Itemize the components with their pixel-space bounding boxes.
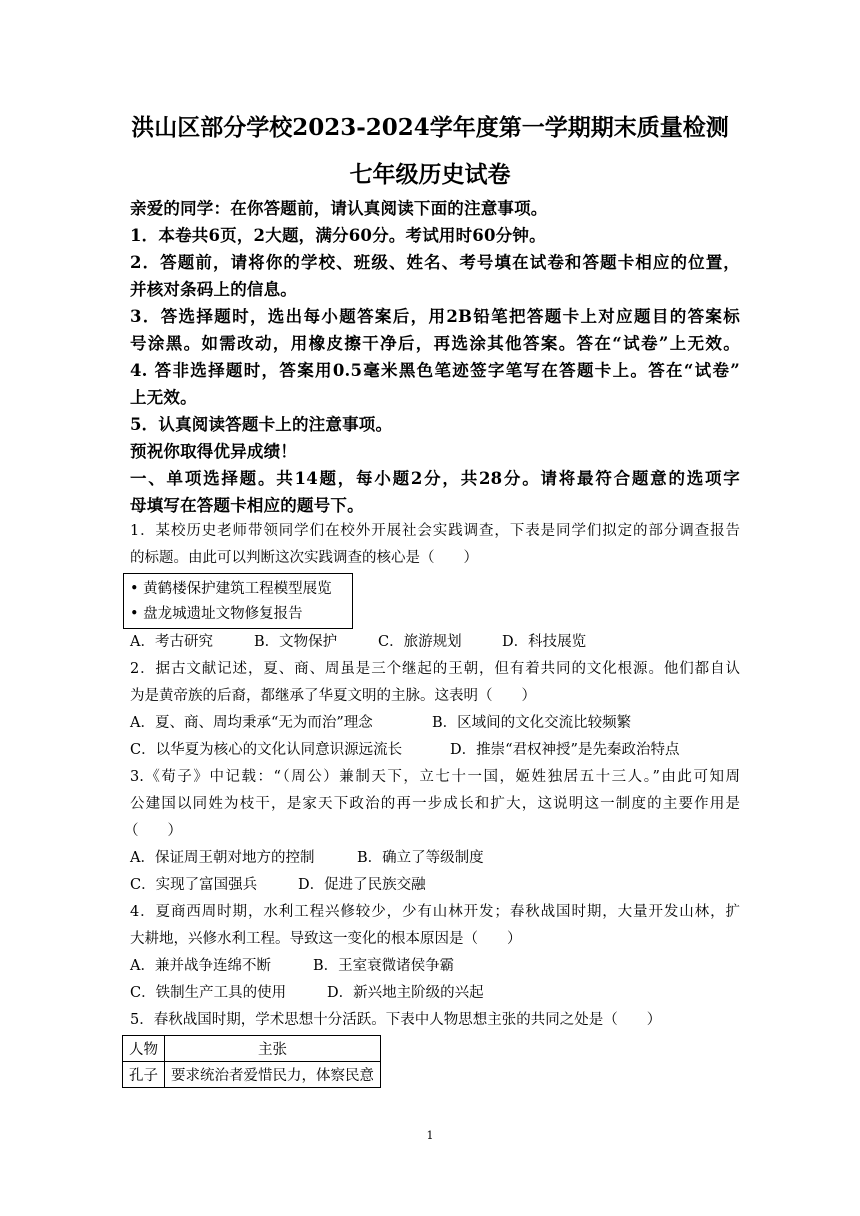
notice-item-4-line-1: 4. 答非选择题时，答案用0.5毫米黑色笔迹签字笔写在答题卡上。答在“试卷” — [130, 361, 740, 380]
q1-options — [130, 631, 586, 653]
page-number: 1 — [426, 1129, 434, 1142]
notice-item-2-line-1: 2．答题前，请将你的学校、班级、姓名、考号填在试卷和答题卡相应的位置， — [130, 253, 740, 272]
table-cell: 要求统治者爱惜民力，体察民意 — [165, 1062, 381, 1088]
q4-stem-line-1: 4．夏商西周时期，水利工程兴修较少，少有山林开发；春秋战国时期，大量开发山林，扩 — [130, 904, 740, 920]
q3-option-d: D．促进了民族交融 — [298, 877, 426, 893]
q5-stem-line-1: 5．春秋战国时期，学术思想十分活跃。下表中人物思想主张的共同之处是（ ） — [130, 1012, 662, 1028]
section-1-heading-line-1: 一、单项选择题。共14题，每小题2分，共28分。请将最符合题意的选项字 — [130, 469, 740, 488]
q1-box-item: • 黄鹤楼保护建筑工程模型展览 — [130, 581, 332, 597]
q2-option-c: C．以华夏为核心的文化认同意识源远流长 — [130, 742, 403, 758]
notice-item-4-line-2: 上无效。 — [130, 388, 197, 407]
notice-wish: 预祝你取得优异成绩！ — [130, 442, 297, 461]
q3-option-b: B．确立了等级制度 — [357, 850, 484, 866]
q1-option-b: B．文物保护 — [254, 634, 338, 650]
q2-option-b: B．区域间的文化交流比较频繁 — [432, 715, 632, 731]
q4-options-row-2 — [130, 982, 484, 1004]
notice-item-2-line-2: 并核对条码上的信息。 — [130, 280, 297, 299]
q2-options-row-2 — [130, 739, 679, 761]
q1-option-a: A．考古研究 — [130, 634, 213, 650]
exam-title: 洪山区部分学校2023-2024学年度第一学期期末质量检测 — [131, 114, 729, 141]
q3-option-a: A．保证周王朝对地方的控制 — [130, 850, 315, 866]
q2-stem-line-2: 为是黄帝族的后裔，都继承了华夏文明的主脉。这表明（ ） — [130, 688, 536, 704]
q1-option-c: C．旅游规划 — [378, 634, 462, 650]
table-row — [123, 1062, 381, 1088]
q2-stem-line-1: 2．据古文献记述，夏、商、周虽是三个继起的王朝，但有着共同的文化根源。他们都自认 — [130, 661, 740, 677]
q1-box-item: • 盘龙城遗址文物修复报告 — [130, 606, 303, 622]
notice-greeting: 亲爱的同学：在你答题前，请认真阅读下面的注意事项。 — [130, 199, 548, 218]
q4-option-c: C．铁制生产工具的使用 — [130, 985, 287, 1001]
table-header-cell: 主张 — [165, 1036, 381, 1062]
q2-option-d: D．推崇“君权神授”是先秦政治特点 — [450, 742, 680, 758]
q2-option-a: A．夏、商、周均秉承“无为而治”理念 — [130, 715, 373, 731]
notice-item-5: 5．认真阅读答题卡上的注意事项。 — [130, 415, 393, 434]
q1-stem-line-2: 的标题。由此可以判断这次实践调查的核心是（ ） — [130, 550, 478, 566]
q1-title-box — [123, 573, 353, 629]
q3-options-row-1 — [130, 847, 484, 869]
q5-table — [122, 1035, 381, 1088]
q3-stem-line-3: （ ） — [124, 823, 182, 839]
section-1-heading-line-2: 母填写在答题卡相应的题号下。 — [130, 496, 364, 515]
table-header-cell: 人物 — [123, 1036, 165, 1062]
q4-option-b: B．王室衰微诸侯争霸 — [313, 958, 455, 974]
q1-stem-line-1: 1．某校历史老师带领同学们在校外开展社会实践调查，下表是同学们拟定的部分调查报告 — [130, 523, 740, 539]
q3-stem-line-1: 3.《荀子》中记载：“（周公）兼制天下，立七十一国，姬姓独居五十三人。”由此可知周 — [130, 769, 740, 785]
q4-stem-line-2: 大耕地，兴修水利工程。导致这一变化的根本原因是（ ） — [130, 931, 522, 947]
notice-item-1: 1．本卷共6页，2大题，满分60分。考试用时60分钟。 — [130, 226, 546, 245]
notice-item-3-line-2: 号涂黑。如需改动，用橡皮擦干净后，再选涂其他答案。答在“试卷”上无效。 — [130, 334, 740, 353]
q2-options-row-1 — [130, 712, 631, 734]
q3-option-c: C．实现了富国强兵 — [130, 877, 258, 893]
notice-item-3-line-1: 3．答选择题时，选出每小题答案后，用2B铅笔把答题卡上对应题目的答案标 — [130, 307, 740, 326]
q4-option-a: A．兼并战争连绵不断 — [130, 958, 271, 974]
q4-option-d: D．新兴地主阶级的兴起 — [327, 985, 484, 1001]
q4-options-row-1 — [130, 955, 454, 977]
table-header-row — [123, 1036, 381, 1062]
exam-subtitle: 七年级历史试卷 — [349, 161, 511, 188]
q3-options-row-2 — [130, 874, 426, 896]
q1-option-d: D．科技展览 — [502, 634, 587, 650]
table-cell: 孔子 — [123, 1062, 165, 1088]
q3-stem-line-2: 公建国以同姓为枝干，是家天下政治的再一步成长和扩大，这说明这一制度的主要作用是 — [130, 796, 740, 812]
